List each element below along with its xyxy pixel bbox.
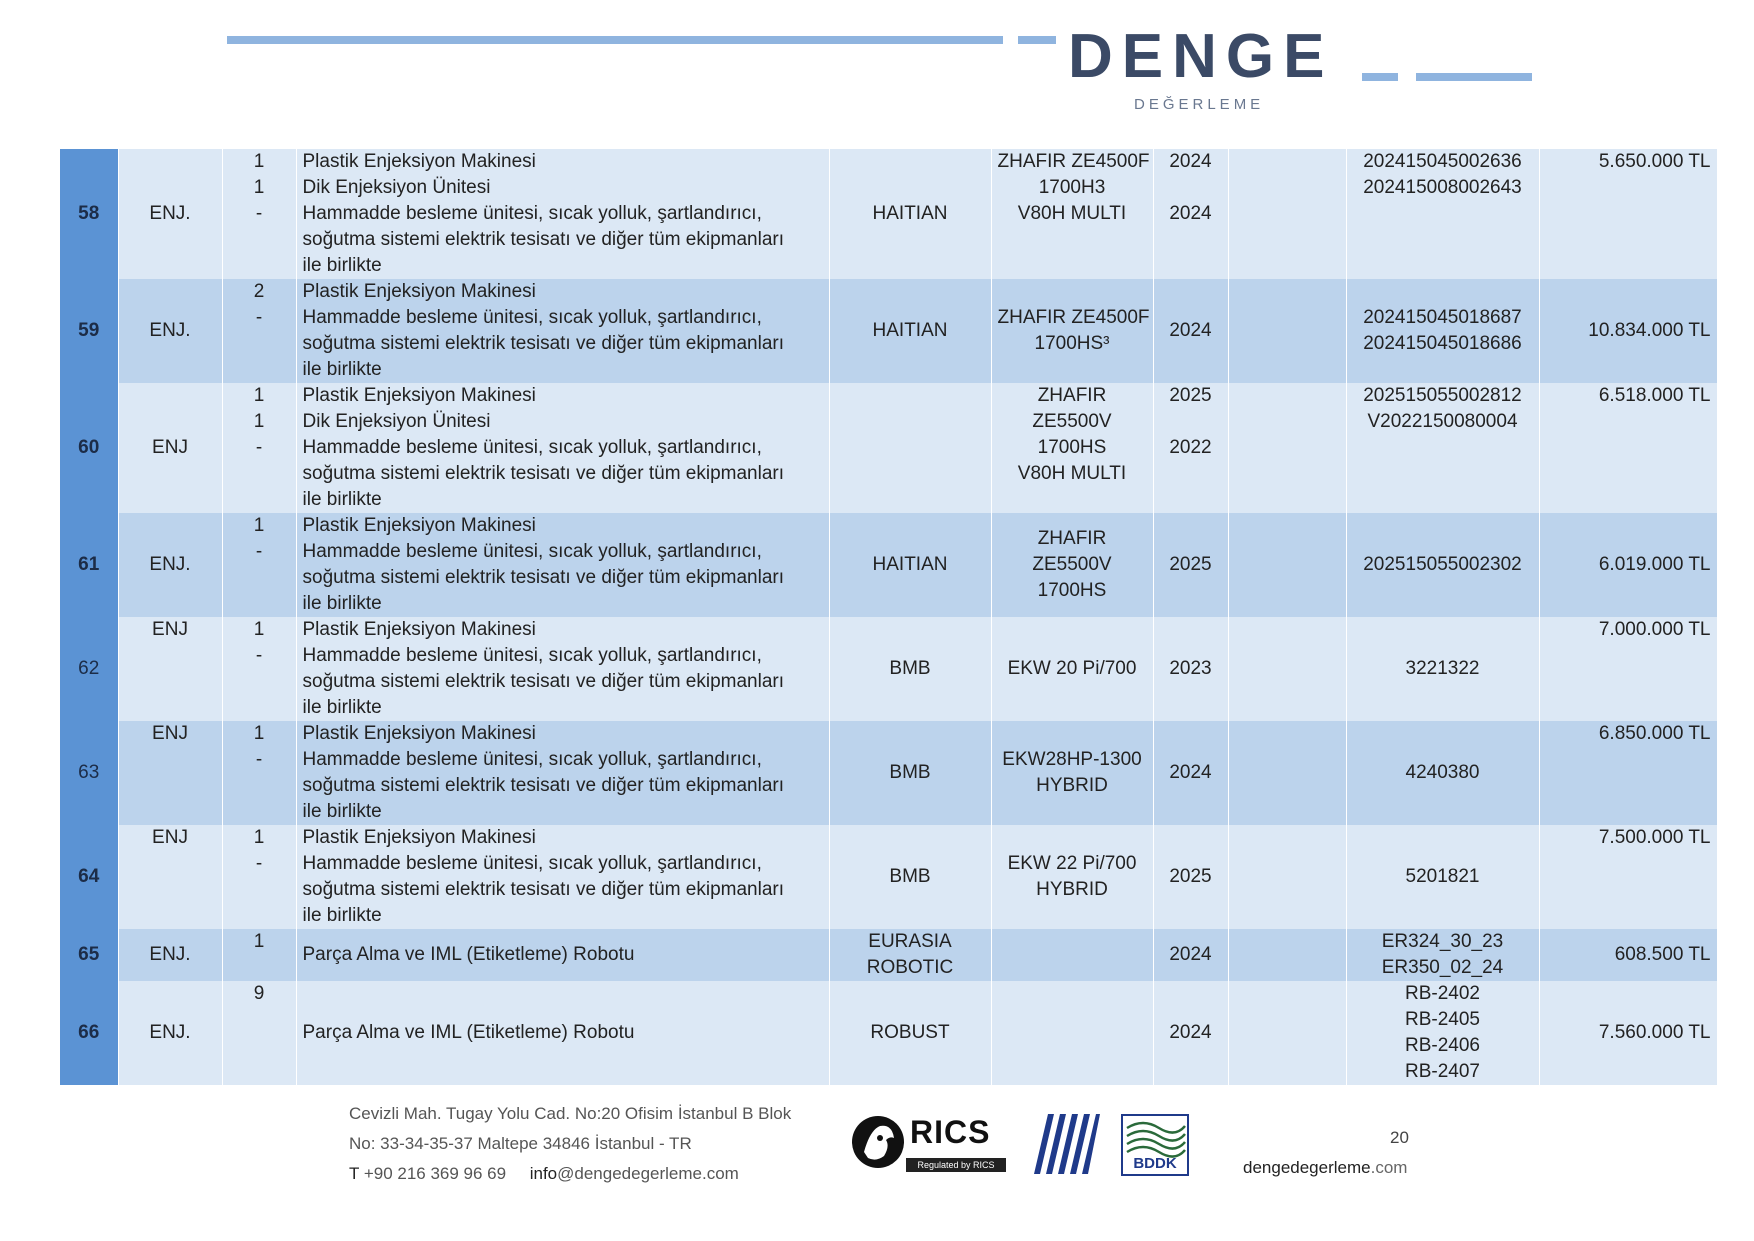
row-year-line: 2023 <box>1169 658 1212 679</box>
row-brand <box>829 149 991 279</box>
row-description-line: Dik Enjeksiyon Ünitesi <box>302 411 491 432</box>
row-description <box>296 383 829 513</box>
row-brand-line: EURASIA <box>868 931 952 952</box>
row-model-line: ZE5500V <box>1032 411 1112 432</box>
row-description <box>296 279 829 383</box>
row-model-line: ZHAFIR ZE4500F <box>997 151 1150 172</box>
row-year-line: 2025 <box>1169 385 1212 406</box>
row-serial-line: RB-2402 <box>1405 983 1480 1004</box>
row-quantity-line: - <box>255 203 263 224</box>
footer-website[interactable] <box>1243 1158 1407 1178</box>
row-type: ENJ. <box>118 513 222 617</box>
row-serial-line: ER350_02_24 <box>1381 957 1504 978</box>
footer-address-line1: Cevizli Mah. Tugay Yolu Cad. No:20 Ofisim İstanbul B Blok <box>349 1104 792 1123</box>
row-quantity-line: 1 <box>253 177 265 198</box>
row-value: 7.500.000 TL <box>1539 825 1717 929</box>
row-serial-line: RB-2407 <box>1405 1061 1480 1082</box>
row-year <box>1153 617 1228 721</box>
row-quantity-line: 1 <box>253 385 265 406</box>
logo-denge: DENGE <box>1068 22 1334 91</box>
table-row <box>60 825 1717 929</box>
footer-website-tld: .com <box>1370 1158 1408 1177</box>
row-serial-line: 202415008002643 <box>1363 177 1522 198</box>
row-description-line: Hammadde besleme ünitesi, sıcak yolluk, şartlandırıcı, <box>302 437 762 458</box>
row-year-line <box>1160 175 1222 201</box>
footer-tel-label: T <box>349 1164 360 1183</box>
row-description <box>296 513 829 617</box>
row-empty-cell <box>1228 825 1346 929</box>
row-quantity <box>222 981 296 1085</box>
row-quantity-line: 1 <box>253 931 265 952</box>
row-year <box>1153 981 1228 1085</box>
row-quantity <box>222 721 296 825</box>
row-value: 608.500 TL <box>1539 929 1717 981</box>
row-description-line: ile birlikte <box>302 255 382 276</box>
row-description-line: ile birlikte <box>302 697 382 718</box>
row-brand <box>829 383 991 513</box>
row-type: ENJ. <box>118 929 222 981</box>
row-serial-line: 202515055002812 <box>1363 385 1522 406</box>
row-serial-line: RB-2406 <box>1405 1035 1480 1056</box>
row-serial-line: 202415045018686 <box>1363 333 1522 354</box>
row-year-line: 2024 <box>1169 151 1212 172</box>
row-quantity-line: 1 <box>253 723 265 744</box>
equipment-table <box>60 149 1718 1085</box>
row-quantity-line: - <box>255 853 263 874</box>
row-model <box>991 825 1153 929</box>
row-description-line: Plastik Enjeksiyon Makinesi <box>302 827 536 848</box>
row-description-line: soğutma sistemi elektrik tesisatı ve diğer tüm ekipmanları <box>302 567 785 588</box>
rics-logo <box>850 1110 1008 1176</box>
row-type: ENJ <box>118 825 222 929</box>
row-model-line: EKW 22 Pi/700 <box>1007 853 1137 874</box>
row-brand-line: HAITIAN <box>872 203 948 224</box>
rics-sub-label: Regulated by RICS <box>906 1158 1006 1172</box>
row-serial <box>1346 929 1539 981</box>
row-year-line: 2024 <box>1169 320 1212 341</box>
row-description-line: Plastik Enjeksiyon Makinesi <box>302 385 536 406</box>
row-description-line: Hammadde besleme ünitesi, sıcak yolluk, şartlandırıcı, <box>302 541 762 562</box>
row-value: 7.560.000 TL <box>1539 981 1717 1085</box>
row-brand <box>829 617 991 721</box>
row-year <box>1153 279 1228 383</box>
row-quantity-line: - <box>255 437 263 458</box>
row-year <box>1153 513 1228 617</box>
row-quantity <box>222 279 296 383</box>
row-description-line: Plastik Enjeksiyon Makinesi <box>302 723 536 744</box>
row-empty-cell <box>1228 513 1346 617</box>
row-type: ENJ <box>118 721 222 825</box>
row-quantity <box>222 617 296 721</box>
table-row <box>60 617 1717 721</box>
row-serial-line: 5201821 <box>1405 866 1480 887</box>
row-brand <box>829 825 991 929</box>
footer-contact <box>349 1159 791 1189</box>
row-empty-cell <box>1228 981 1346 1085</box>
row-description-line: Plastik Enjeksiyon Makinesi <box>302 151 536 172</box>
row-description-line: ile birlikte <box>302 905 382 926</box>
row-description-line: Hammadde besleme ünitesi, sıcak yolluk, şartlandırıcı, <box>302 645 762 666</box>
row-number: 64 <box>60 825 118 929</box>
row-description <box>296 825 829 929</box>
footer-mail-label: info <box>529 1164 558 1183</box>
row-year-line: 2024 <box>1169 203 1212 224</box>
row-model-line: 1700HS <box>1037 437 1107 458</box>
row-brand <box>829 929 991 981</box>
header-rule-long <box>227 36 1003 44</box>
row-model <box>991 383 1153 513</box>
row-year-line: 2025 <box>1169 866 1212 887</box>
row-value: 10.834.000 TL <box>1539 279 1717 383</box>
row-model <box>991 721 1153 825</box>
row-serial <box>1346 981 1539 1085</box>
row-brand <box>829 981 991 1085</box>
row-description-line: Hammadde besleme ünitesi, sıcak yolluk, şartlandırıcı, <box>302 853 762 874</box>
row-brand-line: ROBOTIC <box>866 957 954 978</box>
footer-address <box>349 1099 791 1189</box>
row-serial-line: 3221322 <box>1405 658 1480 679</box>
row-model <box>991 149 1153 279</box>
row-type: ENJ <box>118 617 222 721</box>
row-year-line: 2024 <box>1169 944 1212 965</box>
row-serial-line: 202515055002302 <box>1363 554 1522 575</box>
table-row <box>60 513 1717 617</box>
row-description-line: Plastik Enjeksiyon Makinesi <box>302 281 536 302</box>
row-number: 62 <box>60 617 118 721</box>
row-value: 7.000.000 TL <box>1539 617 1717 721</box>
row-serial-line: 202415045018687 <box>1363 307 1522 328</box>
table-row <box>60 279 1717 383</box>
footer-mail: @dengedegerleme.com <box>557 1164 739 1183</box>
row-serial-line: 4240380 <box>1405 762 1480 783</box>
row-year <box>1153 721 1228 825</box>
row-quantity <box>222 383 296 513</box>
row-brand <box>829 721 991 825</box>
row-description-line: Parça Alma ve IML (Etiketleme) Robotu <box>302 944 635 965</box>
row-brand <box>829 279 991 383</box>
row-quantity-line: 1 <box>253 151 265 172</box>
logo-degerleme: DEĞERLEME <box>1134 96 1265 113</box>
row-quantity-line: 1 <box>253 619 265 640</box>
row-brand <box>829 513 991 617</box>
row-empty-cell <box>1228 279 1346 383</box>
row-quantity <box>222 825 296 929</box>
row-description-line: Hammadde besleme ünitesi, sıcak yolluk, şartlandırıcı, <box>302 749 762 770</box>
row-quantity-line: 2 <box>253 281 265 302</box>
row-type: ENJ. <box>118 149 222 279</box>
row-serial-line: V2022150080004 <box>1367 411 1518 432</box>
row-description-line: Plastik Enjeksiyon Makinesi <box>302 515 536 536</box>
bddk-label: BDDK <box>1133 1155 1177 1172</box>
row-model <box>991 513 1153 617</box>
footer-address-line2: No: 33-34-35-37 Maltepe 34846 İstanbul - TR <box>349 1134 692 1153</box>
row-empty-cell <box>1228 617 1346 721</box>
bddk-wave-icon <box>1123 1118 1187 1158</box>
row-model-line: HYBRID <box>1036 775 1108 796</box>
row-value: 6.518.000 TL <box>1539 383 1717 513</box>
row-description-line: Parça Alma ve IML (Etiketleme) Robotu <box>302 1022 635 1043</box>
row-description <box>296 617 829 721</box>
row-number: 63 <box>60 721 118 825</box>
row-model-line: EKW 20 Pi/700 <box>1007 658 1137 679</box>
row-description-line: soğutma sistemi elektrik tesisatı ve diğer tüm ekipmanları <box>302 333 785 354</box>
row-description <box>296 981 829 1085</box>
stripes-logo <box>1034 1114 1100 1174</box>
row-model-line: ZHAFIR ZE4500F <box>997 307 1150 328</box>
row-serial <box>1346 149 1539 279</box>
row-description-line: ile birlikte <box>302 593 382 614</box>
row-model-line: ZE5500V <box>1032 554 1112 575</box>
row-serial <box>1346 617 1539 721</box>
row-quantity-line: 9 <box>253 983 265 1004</box>
row-model-line: 1700H3 <box>1038 177 1106 198</box>
page-number: 20 <box>1390 1128 1409 1147</box>
row-brand-line: HAITIAN <box>872 320 948 341</box>
row-year <box>1153 825 1228 929</box>
stripes-icon <box>1034 1114 1100 1174</box>
row-description-line: ile birlikte <box>302 359 382 380</box>
row-brand-line: BMB <box>889 866 931 887</box>
row-description-line: ile birlikte <box>302 801 382 822</box>
row-year-line: 2024 <box>1169 762 1212 783</box>
row-quantity-line: 1 <box>253 827 265 848</box>
row-value: 5.650.000 TL <box>1539 149 1717 279</box>
row-year-line: 2022 <box>1169 437 1212 458</box>
row-serial <box>1346 721 1539 825</box>
row-model <box>991 981 1153 1085</box>
row-value: 6.019.000 TL <box>1539 513 1717 617</box>
row-description-line: soğutma sistemi elektrik tesisatı ve diğer tüm ekipmanları <box>302 775 785 796</box>
row-quantity-line: 1 <box>253 515 265 536</box>
row-description-line: soğutma sistemi elektrik tesisatı ve diğer tüm ekipmanları <box>302 879 785 900</box>
row-empty-cell <box>1228 383 1346 513</box>
footer-tel: +90 216 369 96 69 <box>363 1164 507 1183</box>
row-model <box>991 617 1153 721</box>
row-type: ENJ. <box>118 981 222 1085</box>
row-serial <box>1346 513 1539 617</box>
bddk-logo <box>1121 1114 1189 1176</box>
row-serial-line: RB-2405 <box>1405 1009 1480 1030</box>
row-number: 61 <box>60 513 118 617</box>
row-quantity-line: - <box>255 541 263 562</box>
row-quantity <box>222 929 296 981</box>
row-quantity <box>222 513 296 617</box>
row-empty-cell <box>1228 149 1346 279</box>
table-row <box>60 721 1717 825</box>
row-model-line: ZHAFIR <box>1037 385 1107 406</box>
row-year-line: 2025 <box>1169 554 1212 575</box>
equipment-table-body <box>60 149 1717 1085</box>
row-description-line: ile birlikte <box>302 489 382 510</box>
row-year <box>1153 149 1228 279</box>
row-brand-line: ROBUST <box>870 1022 950 1043</box>
row-description <box>296 929 829 981</box>
row-number: 59 <box>60 279 118 383</box>
table-row <box>60 149 1717 279</box>
row-brand-line: BMB <box>889 658 931 679</box>
row-description <box>296 149 829 279</box>
row-value: 6.850.000 TL <box>1539 721 1717 825</box>
row-number: 58 <box>60 149 118 279</box>
row-serial <box>1346 279 1539 383</box>
row-description-line: Plastik Enjeksiyon Makinesi <box>302 619 536 640</box>
row-brand-line: HAITIAN <box>872 554 948 575</box>
table-row <box>60 929 1717 981</box>
row-year <box>1153 929 1228 981</box>
row-year-line <box>1160 409 1222 435</box>
row-description-line: soğutma sistemi elektrik tesisatı ve diğer tüm ekipmanları <box>302 671 785 692</box>
row-model-line: 1700HS <box>1037 580 1107 601</box>
row-model-line: EKW28HP-1300 <box>1002 749 1142 770</box>
row-description-line: soğutma sistemi elektrik tesisatı ve diğer tüm ekipmanları <box>302 229 785 250</box>
row-description-line: Dik Enjeksiyon Ünitesi <box>302 177 491 198</box>
row-quantity-line: - <box>255 307 263 328</box>
row-empty-cell <box>1228 929 1346 981</box>
table-row <box>60 981 1717 1085</box>
row-type: ENJ <box>118 383 222 513</box>
row-description-line: Hammadde besleme ünitesi, sıcak yolluk, şartlandırıcı, <box>302 203 762 224</box>
row-type: ENJ. <box>118 279 222 383</box>
row-quantity <box>222 149 296 279</box>
footer-website-main: dengedegerleme <box>1243 1158 1371 1177</box>
table-row <box>60 383 1717 513</box>
row-serial-line: 202415045002636 <box>1363 151 1522 172</box>
row-brand-line: BMB <box>889 762 931 783</box>
row-model-line: V80H MULTI <box>1017 463 1127 484</box>
rics-lion-icon <box>850 1112 906 1174</box>
row-description-line: Hammadde besleme ünitesi, sıcak yolluk, şartlandırıcı, <box>302 307 762 328</box>
row-empty-cell <box>1228 721 1346 825</box>
row-quantity-line: - <box>255 749 263 770</box>
rics-label: RICS <box>910 1114 991 1150</box>
row-serial <box>1346 825 1539 929</box>
row-year <box>1153 383 1228 513</box>
row-model-line: HYBRID <box>1036 879 1108 900</box>
row-quantity-line: - <box>255 645 263 666</box>
row-model-line: V80H MULTI <box>1017 203 1127 224</box>
row-year-line: 2024 <box>1169 1022 1212 1043</box>
row-number: 60 <box>60 383 118 513</box>
row-number: 65 <box>60 929 118 981</box>
header-rule-dash <box>1362 73 1398 81</box>
row-serial-line: ER324_30_23 <box>1381 931 1504 952</box>
header-rule-short <box>1018 36 1056 44</box>
row-quantity-line: 1 <box>253 411 265 432</box>
row-description <box>296 721 829 825</box>
row-model <box>991 929 1153 981</box>
header-rule-right <box>1416 73 1532 81</box>
row-description-line: soğutma sistemi elektrik tesisatı ve diğer tüm ekipmanları <box>302 463 785 484</box>
row-serial <box>1346 383 1539 513</box>
row-model-line: 1700HS³ <box>1034 333 1110 354</box>
row-model <box>991 279 1153 383</box>
row-number: 66 <box>60 981 118 1085</box>
row-model-line: ZHAFIR <box>1037 528 1107 549</box>
